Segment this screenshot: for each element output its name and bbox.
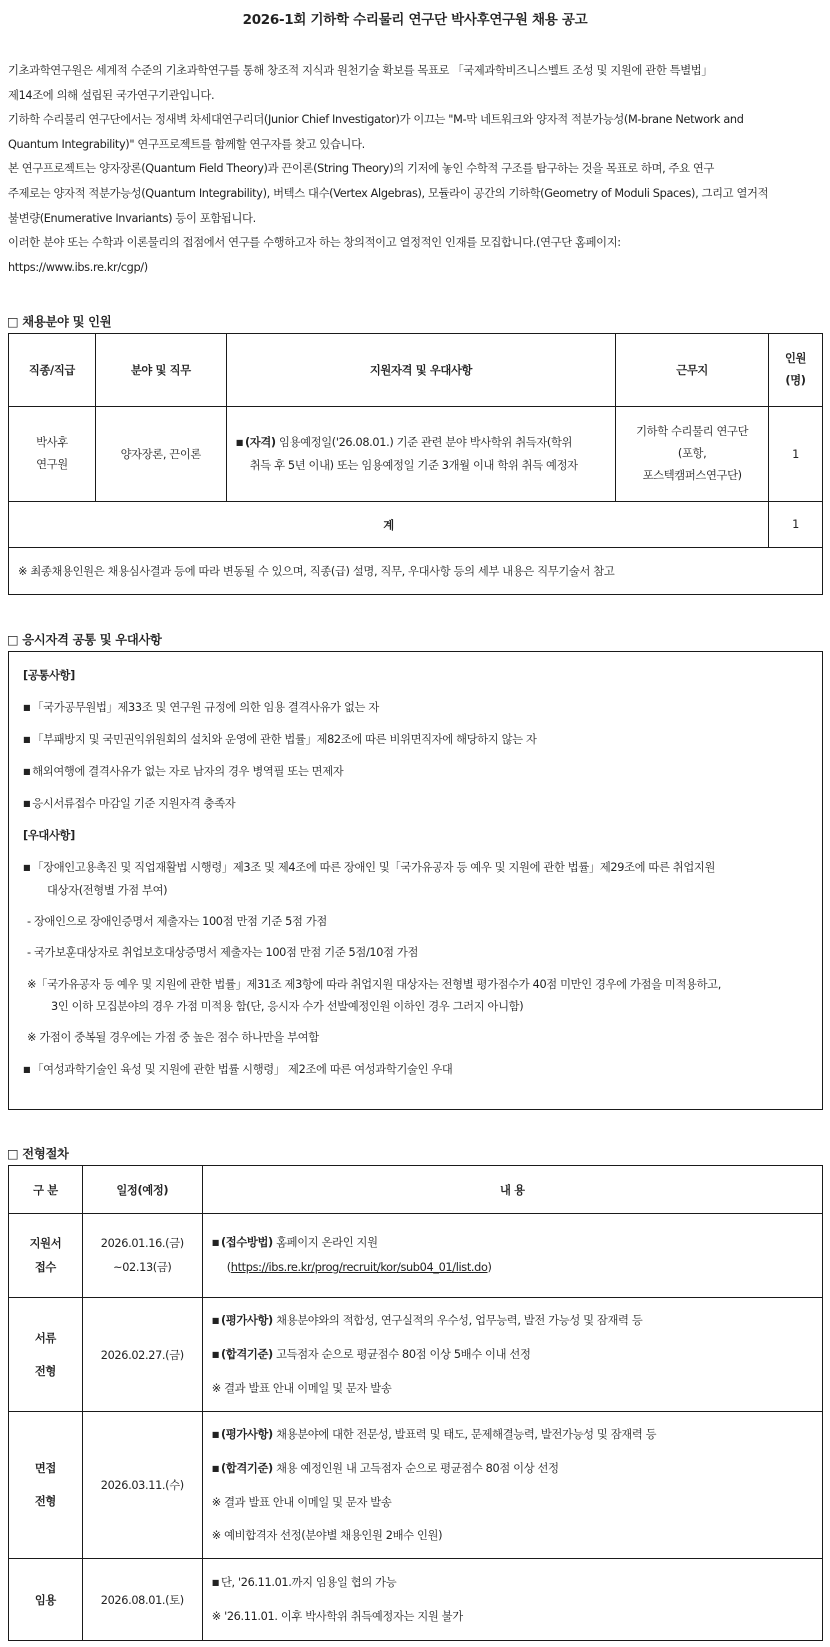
common-item-text: 「부패방지 및 국민권익위원회의 설치와 운영에 관한 법률」제82조에 따른 비위면직자에 해당하지 않는 자 (32, 733, 537, 746)
date-cell: 2026.08.01.(토) (82, 1559, 202, 1641)
table-row (9, 407, 823, 502)
content-label: (평가사항) (220, 1314, 273, 1327)
bullet-icon: ■ (211, 1316, 219, 1325)
content-note: ※ 예비합격자 선정(분야별 채용인원 2배수 인원) (211, 1529, 443, 1542)
total-row (9, 502, 823, 548)
cell-location (616, 407, 769, 502)
stage-l1: 면접 (34, 1462, 56, 1475)
date-l1: 2026.01.16.(금) (100, 1236, 184, 1250)
list-item (23, 1061, 453, 1077)
bullet-icon: ■ (23, 735, 31, 744)
content-cell: ■ (접수방법) 홈페이지 온라인 지원 (https://ibs.re.kr/prog/recruit/kor/sub04_01/list.do) (202, 1214, 822, 1298)
rank-l1: 박사후 (36, 436, 68, 449)
list-item (23, 731, 537, 747)
note-row (9, 548, 823, 595)
cell-qualification (226, 407, 616, 502)
table-row (9, 1298, 823, 1412)
positions-table (8, 333, 823, 595)
header-date: 일정(예정) (82, 1166, 202, 1214)
content-label: (합격기준) (220, 1348, 273, 1361)
cell-rank (9, 407, 96, 502)
content-cell (202, 1412, 822, 1559)
date-l2: ~02.13(금) (113, 1260, 172, 1274)
stage-cell (9, 1214, 83, 1298)
cell-count: 1 (769, 407, 823, 502)
total-label: 계 (9, 502, 769, 548)
content-text: 채용 예정인원 내 고득점자 순으로 평균점수 80점 이상 선정 (272, 1462, 559, 1475)
bullet-icon: ■ (211, 1464, 219, 1473)
stage-cell (9, 1412, 83, 1559)
common-title: [공통사항] (23, 669, 75, 682)
content-cell (202, 1298, 822, 1412)
intro-line: 이러한 분야 또는 수학과 이론물리의 접점에서 연구를 수행하고자 하는 창의적이고 열정적인 인재를 모집합니다.(연구단 홈페이지: (8, 236, 621, 250)
header-location: 근무지 (616, 334, 769, 407)
intro-line: 주제로는 양자적 적분가능성(Quantum Integrability), 버텍스 대수(Vertex Algebras), 모듈라이 공간의 기하학(Geometry of Moduli Spaces), 그리고 열거적 (8, 186, 769, 200)
qual-l2: 취득 후 5년 이내) 또는 임용예정일 기준 3개월 이내 학위 취득 예정자 (249, 458, 578, 472)
section-heading-qualifications: □ 응시자격 공통 및 우대사항 (7, 633, 162, 647)
bullet-icon: ■ (211, 1430, 219, 1439)
date-cell: 2026.02.27.(금) (82, 1298, 202, 1412)
content-text: 고득점자 순으로 평균점수 80점 이상 5배수 이내 선정 (272, 1348, 531, 1361)
bullet-icon: ■ (23, 767, 31, 776)
content-note: ※ 결과 발표 안내 이메일 및 문자 발송 (211, 1496, 392, 1509)
preference-title: [우대사항] (23, 829, 75, 842)
intro-line: Quantum Integrability)" 연구프로젝트를 함께할 연구자를 찾고 있습니다. (8, 137, 365, 151)
list-item (23, 859, 715, 875)
table-row (9, 1559, 823, 1641)
qual-label: (자격) (244, 435, 276, 449)
qual-l1: 임용예정일('26.08.01.) 기준 관련 분야 박사학위 취득자(학위 (275, 435, 573, 449)
list-item (23, 763, 343, 779)
section-heading-procedure: □ 전형절차 (7, 1147, 69, 1161)
list-item (23, 795, 235, 811)
pref-note-cont: 3인 이하 모집분야의 경우 가점 미적용 함(단, 응시자 수가 선발예정인원 이하인 경우 그러지 아니함) (51, 1000, 524, 1013)
header-field: 분야 및 직무 (95, 334, 226, 407)
bullet-icon: ■ (211, 1350, 219, 1359)
common-item-text: 해외여행에 결격사유가 없는 자로 남자의 경우 병역필 또는 면제자 (32, 765, 344, 778)
bullet-icon: ■ (23, 1065, 31, 1074)
procedure-table (8, 1165, 823, 1641)
homepage-link[interactable]: https://www.ibs.re.kr/cgp/) (8, 260, 148, 274)
date-cell: 2026.03.11.(수) (82, 1412, 202, 1559)
loc-l1: 기하학 수리물리 연구단 (636, 425, 749, 438)
pref-text: 「장애인고용촉진 및 직업재활법 시행령」제3조 및 제4조에 따른 장애인 및「국가유공자 등 예우 및 지원에 관한 법률」제29조에 따른 취업지원 (32, 861, 716, 874)
pref-note: ※ 가점이 중복될 경우에는 가점 중 높은 점수 하나만을 부여함 (27, 1031, 319, 1044)
rank-l2: 연구원 (36, 458, 68, 471)
stage-l2: 전형 (34, 1495, 56, 1508)
page-title: 2026-1회 기하학 수리물리 연구단 박사후연구원 채용 공고 (242, 12, 588, 28)
header-count-l2: (명) (785, 374, 806, 387)
header-stage: 구 분 (9, 1166, 83, 1214)
pref-text-cont: 대상자(전형별 가점 부여) (47, 884, 168, 897)
pref-detail: - 국가보훈대상자로 취업보호대상증명서 제출자는 100점 만점 기준 5점/10점 가점 (27, 946, 419, 959)
common-item-text: 「국가공무원법」제33조 및 연구원 규정에 의한 임용 결격사유가 없는 자 (32, 701, 379, 714)
stage-l1: 서류 (34, 1331, 56, 1345)
content-text: 홈페이지 온라인 지원 (272, 1236, 378, 1249)
pref-note: ※「국가유공자 등 예우 및 지원에 관한 법률」제31조 제3항에 따라 취업지원 대상자는 전형별 평가점수가 40점 미만인 경우에 가점을 미적용하고, (27, 978, 721, 991)
stage-cell (9, 1298, 83, 1412)
intro-line: 제14조에 의해 설립된 국가연구기관입니다. (8, 88, 215, 102)
content-text: 채용분야와의 적합성, 연구실적의 우수성, 업무능력, 발전 가능성 및 잠재력 등 (272, 1314, 643, 1327)
stage-l2: 전형 (34, 1364, 56, 1378)
stage-l2: 접수 (34, 1260, 56, 1274)
table-row (9, 1412, 823, 1559)
intro-text (8, 59, 818, 280)
bullet-icon: ■ (23, 863, 31, 872)
header-count-l1: 인원 (784, 352, 807, 365)
bullet-icon: ■ (211, 1578, 219, 1587)
stage-l1: 지원서 (29, 1236, 62, 1250)
recruit-link[interactable]: https://ibs.re.kr/prog/recruit/kor/sub04_01/list.do (230, 1261, 488, 1274)
table-row (9, 1214, 823, 1298)
header-qualification: 지원자격 및 우대사항 (226, 334, 616, 407)
date-cell (82, 1214, 202, 1298)
intro-line: 불변량(Enumerative Invariants) 등이 포함됩니다. (8, 211, 256, 225)
qualifications-box (8, 651, 823, 1110)
bullet-icon: ■ (23, 799, 31, 808)
intro-line: 기초과학연구원은 세계적 수준의 기초과학연구를 통해 창조적 지식과 원천기술 확보를 목표로 「국제과학비즈니스벨트 조성 및 지원에 관한 특별법」 (8, 64, 713, 77)
header-rank: 직종/직급 (9, 334, 96, 407)
content-note: ※ '26.11.01. 이후 박사학위 취득예정자는 지원 불가 (211, 1610, 463, 1623)
cell-field: 양자장론, 끈이론 (95, 407, 226, 502)
pref-text: 「여성과학기술인 육성 및 지원에 관한 법률 시행령」 제2조에 따른 여성과학기술인 우대 (32, 1063, 453, 1076)
content-label: (접수방법) (220, 1236, 273, 1249)
bullet-icon: ■ (23, 703, 31, 712)
list-item (23, 699, 379, 715)
content-label: (합격기준) (220, 1462, 273, 1475)
content-note: ※ 결과 발표 안내 이메일 및 문자 발송 (211, 1382, 392, 1395)
header-content: 내 용 (202, 1166, 822, 1214)
bullet-icon: ■ (211, 1238, 219, 1247)
positions-note: ※ 최종채용인원은 채용심사결과 등에 따라 변동될 수 있으며, 직종(급) 설명, 직무, 우대사항 등의 세부 내용은 직무기술서 참고 (9, 548, 823, 595)
intro-line: 본 연구프로젝트는 양자장론(Quantum Field Theory)과 끈이론(String Theory)의 기저에 놓인 수학적 구조를 탐구하는 것을 목표로 하며, 주요 연구 (8, 162, 715, 176)
content-label: (평가사항) (220, 1428, 273, 1441)
pref-detail: - 장애인으로 장애인증명서 제출자는 100점 만점 기준 5점 가점 (27, 915, 327, 928)
section-heading-positions: □ 채용분야 및 인원 (7, 315, 112, 329)
content-cell (202, 1559, 822, 1641)
stage-cell: 임용 (9, 1559, 83, 1641)
table-header-row (9, 1166, 823, 1214)
total-count: 1 (769, 502, 823, 548)
loc-l3: 포스텍캠퍼스연구단) (642, 469, 742, 482)
content-text: 단, '26.11.01.까지 임용일 협의 가능 (220, 1576, 397, 1589)
intro-line: 기하학 수리물리 연구단에서는 정새벽 차세대연구리더(Junior Chief Investigator)가 이끄는 "M-막 네트워크와 양자적 적분가능성(M-brane Network and (8, 113, 744, 127)
content-text: 채용분야에 대한 전문성, 발표력 및 태도, 문제해결능력, 발전가능성 및 잠재력 등 (272, 1428, 657, 1441)
table-header-row (9, 334, 823, 407)
bullet-icon: ■ (235, 437, 243, 447)
common-item-text: 응시서류접수 마감일 기준 지원자격 충족자 (32, 797, 236, 810)
header-count (769, 334, 823, 407)
loc-l2: (포항, (677, 447, 707, 460)
